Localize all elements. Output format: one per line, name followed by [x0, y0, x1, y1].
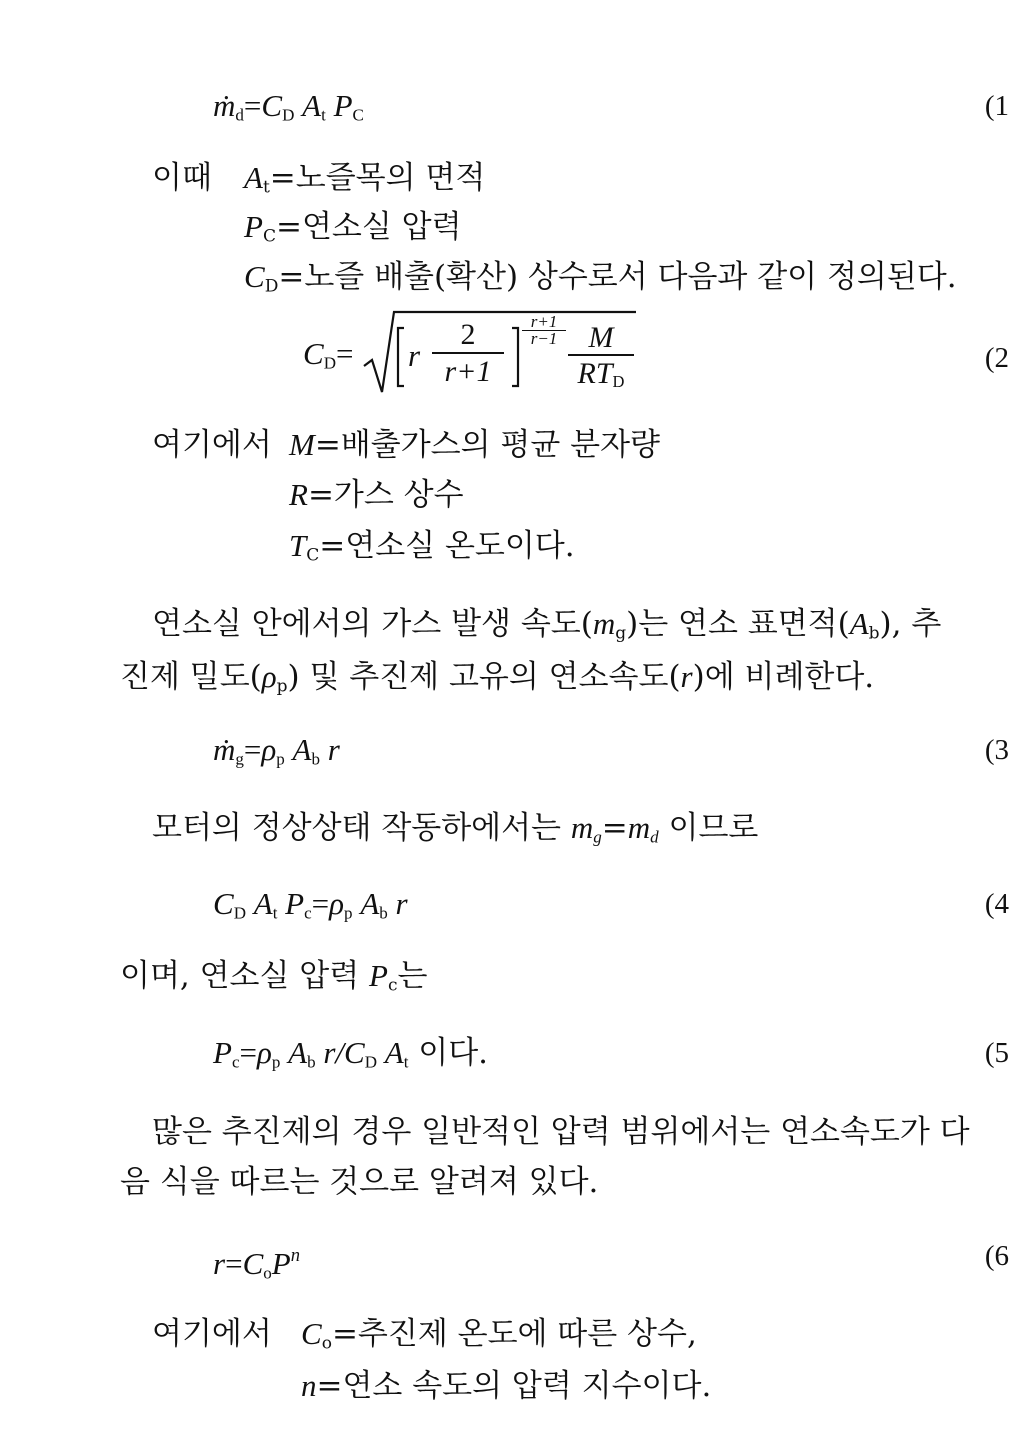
eq1-lhs: ṁ	[213, 88, 236, 123]
definition-item: $C_D=$노즐 배출(확산) 상수로서 다음과 같이 정의된다.	[244, 259, 957, 297]
fraction-numerator: 2	[432, 318, 504, 354]
exponent-numerator: r+1	[522, 314, 566, 331]
paragraph-line: 연소실 안에서의 가스 발생 속도$(m_g)$는 연소 표면적$(A_b)$, 추	[152, 606, 942, 644]
fraction-denominator: r+1	[444, 355, 492, 388]
equation-2: $C_D=$ r $\frac{2}{r+1}$ $\frac{r+1}{r-1}$ M $RT_D$ (2	[0, 308, 1005, 400]
equation-number: (4	[984, 888, 1009, 920]
fraction-numerator: M	[568, 322, 634, 356]
definition-item: R=가스 상수	[289, 477, 464, 513]
definition-item: $A_t=$노즐목의 면적	[244, 160, 486, 198]
fraction-denominator: $RT_D$	[577, 357, 625, 392]
where-intro: 이때	[152, 160, 212, 196]
equation-number: (2	[984, 342, 1009, 374]
equation-1: $ṁ_d=C_D$ $A_t$ $P_C$ (1	[213, 88, 1009, 125]
exponent-denominator: r−1	[530, 329, 558, 348]
where-intro: 여기에서	[152, 427, 272, 463]
equation-number: (1	[984, 90, 1009, 122]
paragraph-line: 음 식을 따르는 것으로 알려져 있다.	[120, 1164, 599, 1200]
paragraph-line: 많은 추진제의 경우 일반적인 압력 범위에서는 연소속도가 다	[152, 1114, 970, 1150]
paragraph-line: 모터의 정상상태 작동하에서는 $m_g=m_d$ 이므로	[152, 810, 759, 847]
equation-4: $C_D$ $A_t$ $P_c=\rho_p$ $A_b$ r (4	[213, 886, 1009, 923]
where-intro: 여기에서	[152, 1316, 272, 1352]
definition-item: $T_C=$연소실 온도이다.	[289, 528, 575, 566]
equation-3: $ṁ_g=\rho_p$ $A_b$ r (3	[213, 732, 1009, 769]
equation-5: $P_c=\rho_p$ $A_b$ $r/C_D$ $A_t$ 이다. (5	[213, 1035, 1009, 1072]
equation-number: (6	[984, 1240, 1009, 1272]
definition-item: n=연소 속도의 압력 지수이다.	[301, 1368, 712, 1404]
equation-number: (3	[984, 734, 1009, 766]
definition-item: M=배출가스의 평균 분자량	[289, 427, 660, 463]
paragraph-line: 이며, 연소실 압력 $P_c$는	[120, 958, 428, 996]
definition-item: $C_o=$추진제 온도에 따른 상수,	[301, 1316, 697, 1354]
equation-number: (5	[984, 1037, 1009, 1069]
equation-6: $r=C_oP^n$ (6	[213, 1236, 1005, 1293]
paragraph-line: 진제 밀도$(\rho_p)$ 및 추진제 고유의 연소속도(r)에 비례한다.	[120, 659, 875, 697]
definition-item: $P_C=$연소실 압력	[244, 209, 462, 247]
